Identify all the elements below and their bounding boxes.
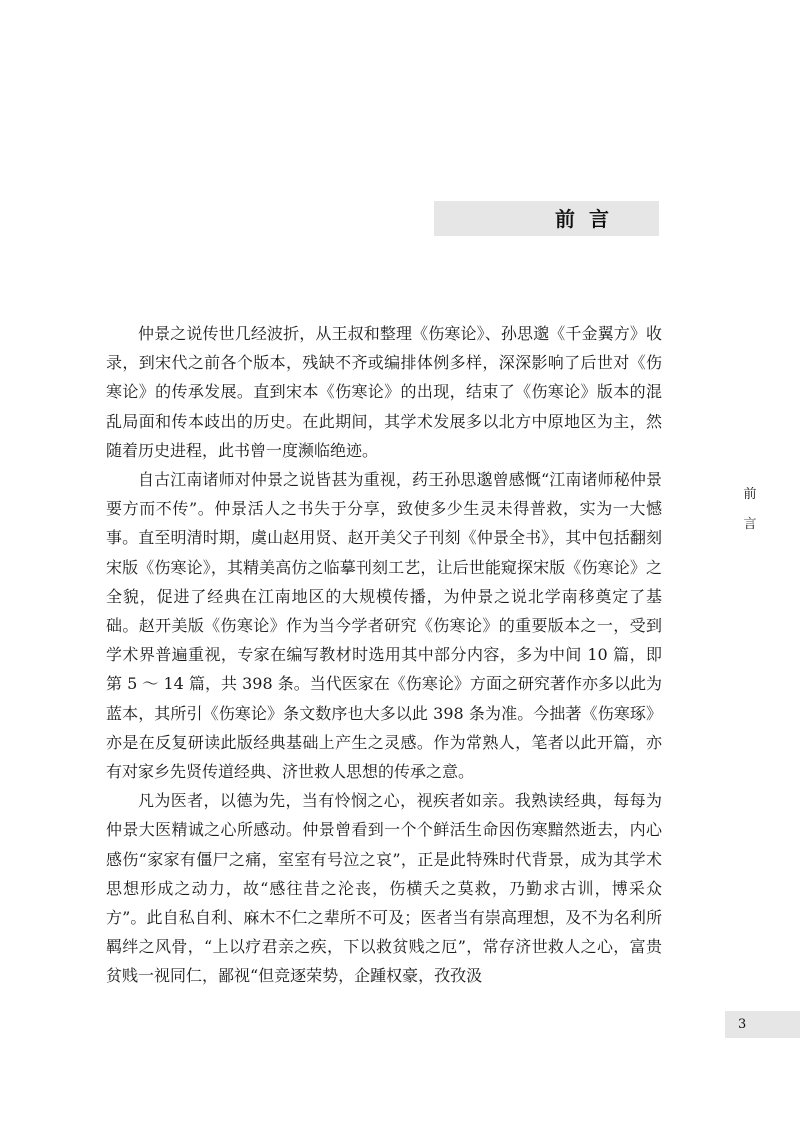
side-tab-char-2: 言 xyxy=(743,517,757,532)
page-number-box xyxy=(725,1011,800,1038)
side-chapter-tab xyxy=(740,480,760,540)
page-number: 3 xyxy=(738,1017,747,1032)
preface-body xyxy=(106,319,662,991)
chapter-title-bar xyxy=(434,201,659,236)
paragraph-1: 仲景之说传世几经波折，从王叔和整理《伤寒论》、孙思邈《千金翼方》收录，到宋代之前各个版本，残缺不齐或编排体例多样，深深影响了后世对《伤寒论》的传承发展。直到宋本《伤寒论》的出现，结束了《伤寒论》版本的混乱局面和传本歧出的历史。在此期间，其学术发展多以北方中原地区为主，然随着历史进程，此书曾一度濒临绝迹。 xyxy=(106,324,662,460)
paragraph-3: 凡为医者，以德为先，当有怜悯之心，视疾者如亲。我熟读经典，每每为仲景大医精诚之心所感动。仲景曾看到一个个鲜活生命因伤寒黯然逝去，内心感伤“家家有僵尸之痛，室室有号泣之哀”，正是此特殊时代背景，成为其学术思想形成之动力，故“感往昔之沦丧，伤横夭之莫救，乃勤求古训，博采众方”。此自私自利、麻木不仁之辈所不可及；医者当有崇高理想，及不为名利所羁绊之风骨，“上以疗君亲之疾，下以救贫贱之厄”，常存济世救人之心，富贵贫贱一视同仁，鄙视“但竞逐荣势，企踵权豪，孜孜汲 xyxy=(106,791,662,986)
chapter-title: 前言 xyxy=(555,207,623,231)
paragraph-2: 自古江南诸师对仲景之说皆甚为重视，药王孙思邈曾感慨“江南诸师秘仲景要方而不传”。仲景活人之书失于分享，致使多少生灵未得普救，实为一大憾事。直至明清时期，虞山赵用贤、赵开美父子刊刻《仲景全书》，其中包括翻刻宋版《伤寒论》，其精美高仿之临摹刊刻工艺，让后世能窥探宋版《伤寒论》之全貌，促进了经典在江南地区的大规模传播，为仲景之说北学南移奠定了基础。赵开美版《伤寒论》作为当今学者研究《伤寒论》的重要版本之一，受到学术界普遍重视，专家在编写教材时选用其中部分内容，多为中间 10 篇，即第 5 ～ 14 篇，共 398 条。当代医家在《伤寒论》方面之研究著作亦多以此为蓝本，其所引《伤寒论》条文数序也大多以此 398 条为准。今拙著《伤寒琢》亦是在反复研读此版经典基础上产生之灵感。作为常熟人，笔者以此开篇，亦有对家乡先贤传道经典、济世救人思想的传承之意。 xyxy=(106,470,662,782)
side-tab-char-1: 前 xyxy=(743,487,757,502)
